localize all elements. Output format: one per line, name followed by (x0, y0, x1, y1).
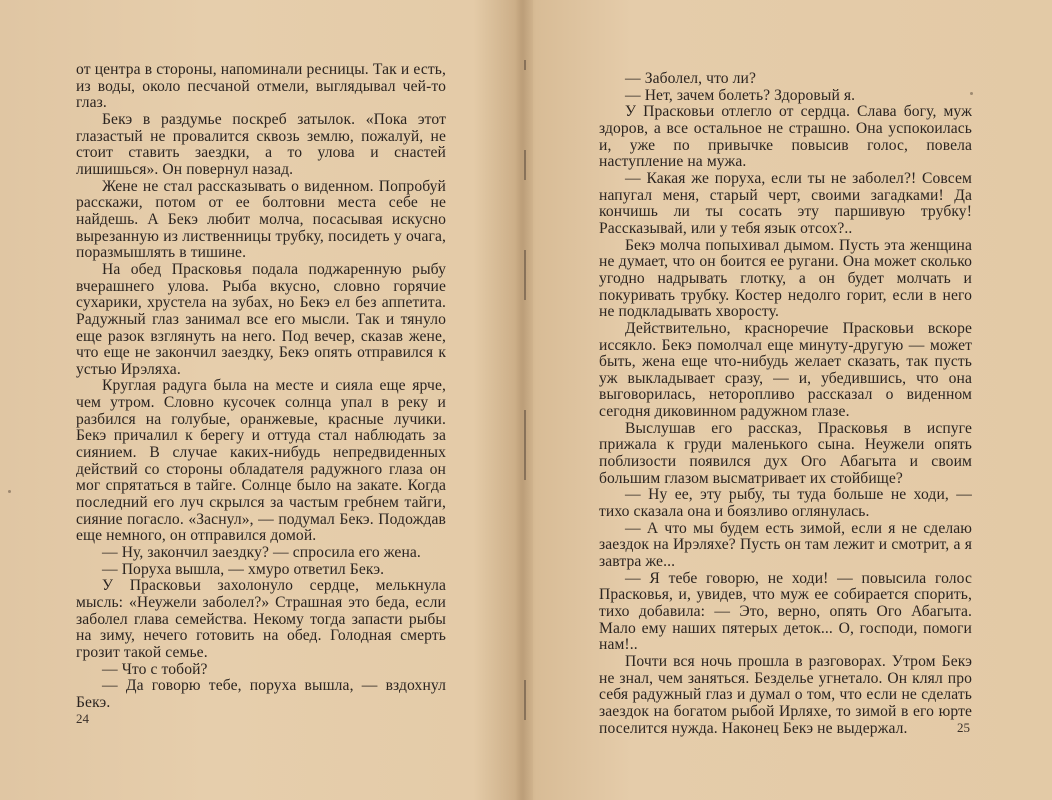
paragraph: — Я тебе говорю, не ходи! — повысила голос Прасковья, и, увидев, что муж ее собирается спорить, тихо добавила: — Это, верно, опять Ого Абагыта. Мало ему наших пятерых деток... О, господи, помоги нам!.. (599, 569, 972, 654)
paragraph: Бекэ в раздумье поскреб затылок. «Пока этот глазастый не провалится сквозь землю, пожалуй, не стоит ставить заездки, а то улова и снастей лишишься». Он повернул назад. (76, 110, 446, 178)
paragraph: У Прасковьи захолонуло сердце, мелькнула мысль: «Неужели заболел?» Страшная это беда, если заболел глава семейства. Некому тогда запасти рыбы на зиму, нечего готовить на обед. Голодная смерть грозит такой семье. (76, 577, 446, 661)
paragraph: — Нет, зачем болеть? Здоровый я. (625, 86, 856, 104)
page-number-right: 25 (957, 720, 970, 735)
paragraph: Почти вся ночь прошла в разговорах. Утром Бекэ не знал, чем заняться. Безделье угнетало. Он клял про себя радужный глаз и думал о том, что если не сделать заездок на богатом рыбой Ирляхе, то зимой в его юрте поселится нужда. Наконец Бекэ не выдержал. (599, 652, 972, 737)
paragraph: На обед Прасковья подала поджаренную рыбу вчерашнего улова. Рыба вкусно, словно горячие сухарики, хрустела на зубах, но Бекэ ел без аппетита. Радужный глаз занимал все его мысли. Так и тянуло еще разок взглянуть на него. Под вечер, сказав жене, что еще не закончил заездку, Бекэ опять отправился к устью Ирэляха. (76, 260, 446, 378)
paragraph: Жене не стал рассказывать о виденном. Попробуй расскажи, потом от ее болтовни места себе не найдешь. А Бекэ любит молча, посасывая искусно вырезанную из лиственницы трубку, посидеть у очага, поразмышлять в тишине. (76, 177, 446, 262)
paragraph: — Что с тобой? (102, 660, 208, 678)
binding-stitch (524, 150, 526, 180)
binding-stitch (524, 680, 526, 720)
paragraph: — Какая же поруха, если ты не заболел?! Совсем напугал меня, старый черт, своими загадками! Да кончишь ли ты сосать эту паршивую трубку! Рассказывай, или у тебя язык отсох?.. (599, 169, 972, 237)
page-number-left: 24 (76, 711, 89, 726)
paragraph: — Заболел, что ли? (625, 70, 757, 87)
paragraph: от центра в стороны, напоминали ресницы. Так и есть, из воды, около песчаной отмели, выглядывал чей-то глаз. (76, 61, 446, 112)
paper-speck (8, 490, 11, 493)
paragraph: — А что мы будем есть зимой, если я не сделаю заездок на Ирэляхе? Пусть он там лежит и смотрит, а я завтра же... (599, 519, 972, 571)
paragraph: — Поруха вышла, — хмуро ответил Бекэ. (102, 560, 385, 578)
binding-stitch (524, 410, 526, 480)
paragraph: Бекэ молча попыхивал дымом. Пусть эта женщина не думает, что он боится ее ругани. Она может сколько угодно надрывать глотку, а он будет молчать и покуривать трубку. Костер недолго горит, если в него не подкладывать хворосту. (599, 236, 972, 321)
paragraph: У Прасковьи отлегло от сердца. Слава богу, муж здоров, а все остальное не страшно. Она успокоилась и, уже по привычке повысив голос, повела наступление на мужа. (599, 103, 972, 171)
paragraph: — Да говорю тебе, поруха вышла, — вздохнул Бекэ. (76, 677, 446, 711)
paragraph: — Ну, закончил заездку? — спросила его жена. (102, 544, 421, 562)
left-page-text (76, 62, 446, 712)
paragraph: — Ну ее, эту рыбу, ты туда больше не ходи, — тихо сказала она и боязливо оглянулась. (599, 486, 972, 521)
right-page-text (599, 71, 972, 737)
binding-stitch (524, 60, 526, 70)
paragraph: Выслушав его рассказ, Прасковья в испуге прижала к груди маленького сына. Неужели опять поблизости появился дух Ого Абагыта и своим большим глазом высматривает их стойбище? (599, 419, 972, 487)
binding-stitch (524, 250, 526, 300)
paragraph: Круглая радуга была на месте и сияла еще ярче, чем утром. Словно кусочек солнца упал в реку и разбился на голубые, оранжевые, красные лучики. Бекэ причалил к берегу и оттуда стал наблюдать за сиянием. В случае каких-нибудь непредвиденных действий со стороны обладателя радужного глаза он мог спрятаться в тайге. Солнце было на закате. Когда последний его луч скрылся за частым гребнем тайги, сияние погасло. «Заснул», — подумал Бекэ. Подождав еще немного, он отправился домой. (76, 377, 446, 545)
paragraph: Действительно, красноречие Прасковьи вскоре иссякло. Бекэ помолчал еще минуту-другую — может быть, жена еще что-нибудь желает сказать, так пусть уж выкладывает сразу, — и, убедившись, что она выговорилась, неторопливо рассказал о виденном сегодня диковинном радужном глазе. (599, 319, 972, 421)
